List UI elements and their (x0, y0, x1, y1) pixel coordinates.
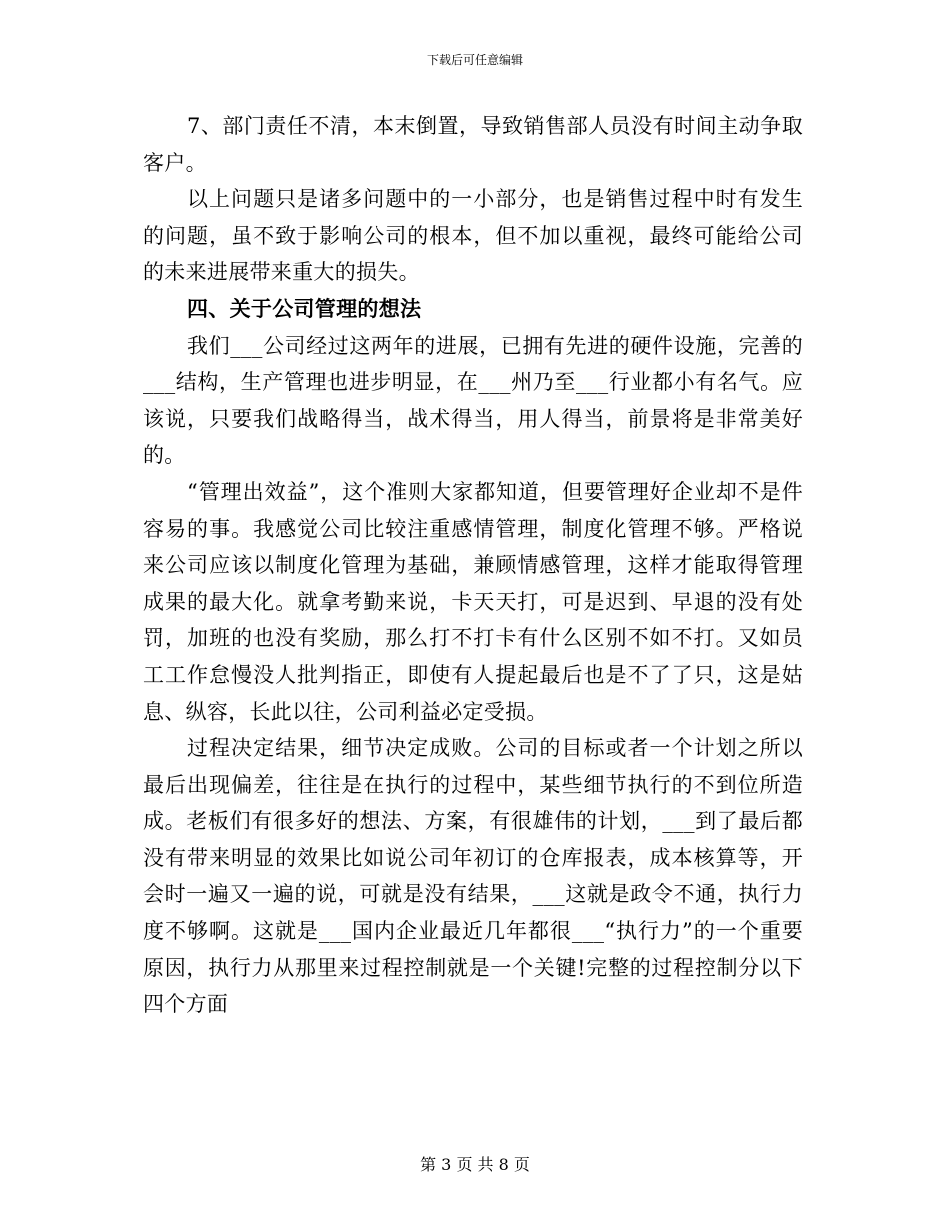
page-footer: 第 3 页 共 8 页 (420, 1155, 530, 1174)
paragraph-process-control: 过程决定结果，细节决定成败。公司的目标或者一个计划之所以最后出现偏差，往往是在执行的过程中，某些细节执行的不到位所造成。老板们有很多好的想法、方案，有很雄伟的计划，___到了最后都没有带来明显的效果比如说公司年初订的仓库报表，成本核算等，开会时一遍又一遍的说，可就是没有结果，___这就是政令不通，执行力度不够啊。这就是___国内企业最近几年都很___“执行力”的一个重要原因，执行力从那里来过程控制就是一个关键!完整的过程控制分以下四个方面 (143, 736, 803, 1017)
paragraph-management-efficiency: “管理出效益”，这个准则大家都知道，但要管理好企业却不是件容易的事。我感觉公司比较注重感情管理，制度化管理不够。严格说来公司应该以制度化管理为基础，兼顾情感管理，这样才能取得管理成果的最大化。就拿考勤来说，卡天天打，可是迟到、早退的没有处罚，加班的也没有奖励，那么打不打卡有什么区别不如不打。又如员工工作怠慢没人批判指正，即使有人提起最后也是不了了只，这是姑息、纵容，长此以往，公司利益必定受损。 (143, 479, 803, 724)
section-heading-management: 四、关于公司管理的想法 (187, 295, 422, 321)
page-header: 下载后可任意编辑 (426, 53, 523, 67)
paragraph-problems-summary: 以上问题只是诸多问题中的一小部分，也是销售过程中时有发生的问题，虽不致于影响公司的根本，但不加以重视，最终可能给公司的未来进展带来重大的损失。 (143, 187, 803, 285)
document-body (143, 108, 803, 1023)
paragraph-dept-responsibility: 7、部门责任不清，本末倒置，导致销售部人员没有时间主动争取客户。 (143, 114, 803, 175)
paragraph-company-progress: 我们___公司经过这两年的进展，已拥有先进的硬件设施，完善的___结构，生产管理也进步明显，在___州乃至___行业都小有名气。应该说，只要我们战略得当，战术得当，用人得当，前景将是非常美好的。 (143, 333, 803, 468)
